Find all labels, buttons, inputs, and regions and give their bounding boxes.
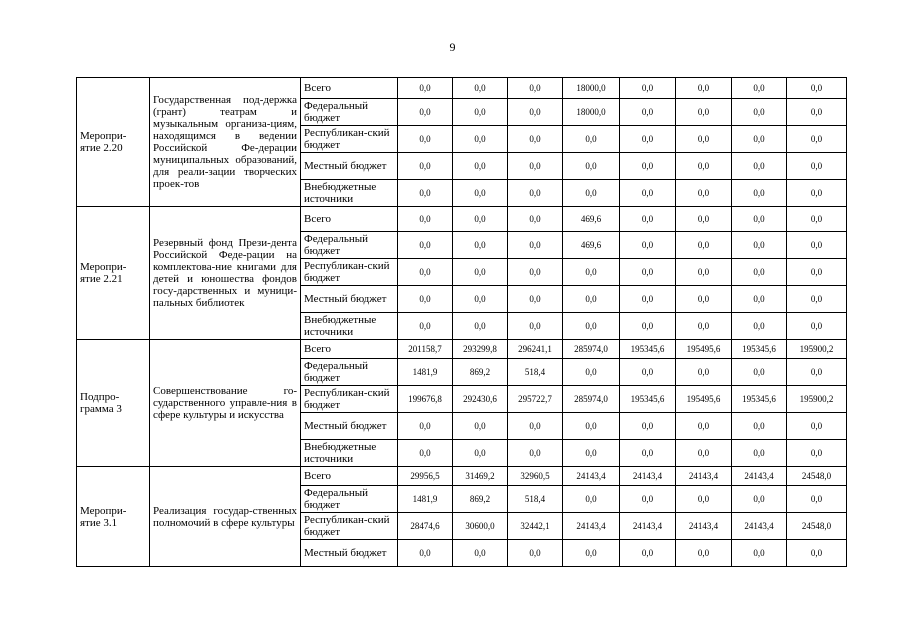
value-cell: 0,0 bbox=[732, 99, 787, 126]
funding-source: Республикан-ский бюджет bbox=[301, 386, 398, 413]
value-cell: 285974,0 bbox=[563, 340, 620, 359]
value-cell: 0,0 bbox=[398, 207, 453, 232]
value-cell: 195900,2 bbox=[787, 340, 847, 359]
value-cell: 0,0 bbox=[563, 180, 620, 207]
value-cell: 0,0 bbox=[787, 286, 847, 313]
value-cell: 0,0 bbox=[453, 540, 508, 567]
value-cell: 0,0 bbox=[398, 313, 453, 340]
value-cell: 24143,4 bbox=[732, 467, 787, 486]
value-cell: 0,0 bbox=[508, 207, 563, 232]
funding-source: Внебюджетные источники bbox=[301, 180, 398, 207]
value-cell: 0,0 bbox=[787, 207, 847, 232]
value-cell: 292430,6 bbox=[453, 386, 508, 413]
value-cell: 0,0 bbox=[620, 126, 676, 153]
value-cell: 0,0 bbox=[508, 413, 563, 440]
value-cell: 0,0 bbox=[398, 180, 453, 207]
value-cell: 28474,6 bbox=[398, 513, 453, 540]
value-cell: 195345,6 bbox=[732, 340, 787, 359]
value-cell: 0,0 bbox=[732, 153, 787, 180]
value-cell: 0,0 bbox=[398, 232, 453, 259]
value-cell: 0,0 bbox=[732, 359, 787, 386]
value-cell: 0,0 bbox=[787, 153, 847, 180]
value-cell: 0,0 bbox=[787, 78, 847, 99]
page-number: 9 bbox=[449, 40, 456, 54]
value-cell: 0,0 bbox=[563, 259, 620, 286]
value-cell: 0,0 bbox=[453, 126, 508, 153]
value-cell: 469,6 bbox=[563, 232, 620, 259]
value-cell: 201158,7 bbox=[398, 340, 453, 359]
funding-source: Республикан-ский бюджет bbox=[301, 513, 398, 540]
value-cell: 1481,9 bbox=[398, 359, 453, 386]
value-cell: 0,0 bbox=[453, 313, 508, 340]
value-cell: 0,0 bbox=[676, 313, 732, 340]
value-cell: 0,0 bbox=[787, 486, 847, 513]
value-cell: 24143,4 bbox=[676, 467, 732, 486]
value-cell: 0,0 bbox=[620, 413, 676, 440]
section-code: Меропри-ятие 3.1 bbox=[77, 467, 150, 567]
value-cell: 24143,4 bbox=[563, 513, 620, 540]
section-description: Резервный фонд Прези-дента Российской Феде-рации на комплектова-ние книгами для детей и юношества фондов госу-дарственных и муници-пальных библиотек bbox=[150, 207, 301, 340]
value-cell: 24548,0 bbox=[787, 513, 847, 540]
value-cell: 0,0 bbox=[620, 286, 676, 313]
value-cell: 29956,5 bbox=[398, 467, 453, 486]
value-cell: 0,0 bbox=[620, 259, 676, 286]
section-description: Государственная под-держка (грант) театрам и музыкальным организа-циям, находящимся в ведении Российской Фе-дерации муниципальных образований, для реали-зации творческих проек-тов bbox=[150, 78, 301, 207]
value-cell: 24548,0 bbox=[787, 467, 847, 486]
value-cell: 0,0 bbox=[787, 313, 847, 340]
value-cell: 0,0 bbox=[732, 78, 787, 99]
table-row bbox=[77, 78, 847, 99]
section-description: Совершенствование го-сударственного управле-ния в сфере культуры и искусства bbox=[150, 340, 301, 467]
value-cell: 0,0 bbox=[620, 180, 676, 207]
value-cell: 0,0 bbox=[453, 78, 508, 99]
value-cell: 0,0 bbox=[508, 153, 563, 180]
value-cell: 1481,9 bbox=[398, 486, 453, 513]
value-cell: 195900,2 bbox=[787, 386, 847, 413]
funding-source: Республикан-ский бюджет bbox=[301, 126, 398, 153]
value-cell: 0,0 bbox=[508, 540, 563, 567]
value-cell: 0,0 bbox=[732, 207, 787, 232]
funding-source: Местный бюджет bbox=[301, 153, 398, 180]
value-cell: 0,0 bbox=[732, 126, 787, 153]
value-cell: 0,0 bbox=[732, 540, 787, 567]
value-cell: 0,0 bbox=[453, 207, 508, 232]
funding-source: Федеральный бюджет bbox=[301, 99, 398, 126]
value-cell: 0,0 bbox=[676, 259, 732, 286]
value-cell: 869,2 bbox=[453, 359, 508, 386]
value-cell: 0,0 bbox=[563, 313, 620, 340]
value-cell: 24143,4 bbox=[676, 513, 732, 540]
value-cell: 0,0 bbox=[787, 359, 847, 386]
value-cell: 0,0 bbox=[620, 440, 676, 467]
value-cell: 0,0 bbox=[787, 232, 847, 259]
value-cell: 0,0 bbox=[732, 180, 787, 207]
value-cell: 0,0 bbox=[732, 413, 787, 440]
value-cell: 0,0 bbox=[676, 440, 732, 467]
value-cell: 0,0 bbox=[787, 413, 847, 440]
value-cell: 0,0 bbox=[453, 232, 508, 259]
value-cell: 0,0 bbox=[398, 440, 453, 467]
value-cell: 295722,7 bbox=[508, 386, 563, 413]
funding-source: Внебюджетные источники bbox=[301, 440, 398, 467]
value-cell: 0,0 bbox=[398, 78, 453, 99]
value-cell: 0,0 bbox=[620, 153, 676, 180]
value-cell: 0,0 bbox=[453, 153, 508, 180]
value-cell: 0,0 bbox=[508, 78, 563, 99]
funding-source: Местный бюджет bbox=[301, 540, 398, 567]
value-cell: 32960,5 bbox=[508, 467, 563, 486]
value-cell: 0,0 bbox=[620, 78, 676, 99]
funding-source: Федеральный бюджет bbox=[301, 232, 398, 259]
value-cell: 0,0 bbox=[787, 259, 847, 286]
funding-source: Внебюджетные источники bbox=[301, 313, 398, 340]
table-row bbox=[77, 467, 847, 486]
table-row bbox=[77, 207, 847, 232]
value-cell: 0,0 bbox=[732, 286, 787, 313]
value-cell: 0,0 bbox=[676, 153, 732, 180]
value-cell: 0,0 bbox=[732, 232, 787, 259]
value-cell: 0,0 bbox=[676, 486, 732, 513]
value-cell: 0,0 bbox=[453, 286, 508, 313]
value-cell: 0,0 bbox=[676, 180, 732, 207]
value-cell: 195345,6 bbox=[620, 340, 676, 359]
value-cell: 30600,0 bbox=[453, 513, 508, 540]
value-cell: 195345,6 bbox=[620, 386, 676, 413]
funding-source: Федеральный бюджет bbox=[301, 486, 398, 513]
value-cell: 0,0 bbox=[398, 286, 453, 313]
value-cell: 32442,1 bbox=[508, 513, 563, 540]
value-cell: 0,0 bbox=[508, 126, 563, 153]
value-cell: 0,0 bbox=[620, 486, 676, 513]
value-cell: 0,0 bbox=[453, 180, 508, 207]
value-cell: 18000,0 bbox=[563, 99, 620, 126]
value-cell: 195495,6 bbox=[676, 386, 732, 413]
section-code: Подпро-грамма 3 bbox=[77, 340, 150, 467]
value-cell: 0,0 bbox=[787, 540, 847, 567]
section-code: Меропри-ятие 2.21 bbox=[77, 207, 150, 340]
value-cell: 0,0 bbox=[563, 486, 620, 513]
value-cell: 0,0 bbox=[676, 207, 732, 232]
section-code: Меропри-ятие 2.20 bbox=[77, 78, 150, 207]
table-row bbox=[77, 340, 847, 359]
value-cell: 199676,8 bbox=[398, 386, 453, 413]
value-cell: 0,0 bbox=[676, 540, 732, 567]
funding-source: Всего bbox=[301, 207, 398, 232]
value-cell: 469,6 bbox=[563, 207, 620, 232]
value-cell: 0,0 bbox=[398, 540, 453, 567]
value-cell: 0,0 bbox=[398, 413, 453, 440]
value-cell: 0,0 bbox=[620, 540, 676, 567]
value-cell: 0,0 bbox=[563, 126, 620, 153]
value-cell: 0,0 bbox=[563, 440, 620, 467]
value-cell: 0,0 bbox=[676, 286, 732, 313]
value-cell: 31469,2 bbox=[453, 467, 508, 486]
value-cell: 0,0 bbox=[620, 99, 676, 126]
value-cell: 293299,8 bbox=[453, 340, 508, 359]
value-cell: 0,0 bbox=[453, 413, 508, 440]
value-cell: 0,0 bbox=[787, 180, 847, 207]
value-cell: 0,0 bbox=[508, 286, 563, 313]
value-cell: 18000,0 bbox=[563, 78, 620, 99]
value-cell: 0,0 bbox=[563, 413, 620, 440]
value-cell: 869,2 bbox=[453, 486, 508, 513]
section-description: Реализация государ-ственных полномочий в сфере культуры bbox=[150, 467, 301, 567]
value-cell: 285974,0 bbox=[563, 386, 620, 413]
value-cell: 0,0 bbox=[676, 78, 732, 99]
value-cell: 0,0 bbox=[563, 286, 620, 313]
funding-source: Местный бюджет bbox=[301, 413, 398, 440]
value-cell: 24143,4 bbox=[620, 467, 676, 486]
value-cell: 0,0 bbox=[398, 259, 453, 286]
value-cell: 0,0 bbox=[563, 359, 620, 386]
value-cell: 0,0 bbox=[453, 440, 508, 467]
value-cell: 0,0 bbox=[732, 259, 787, 286]
value-cell: 0,0 bbox=[732, 486, 787, 513]
value-cell: 0,0 bbox=[563, 540, 620, 567]
value-cell: 0,0 bbox=[787, 99, 847, 126]
value-cell: 0,0 bbox=[676, 126, 732, 153]
funding-source: Местный бюджет bbox=[301, 286, 398, 313]
value-cell: 296241,1 bbox=[508, 340, 563, 359]
value-cell: 0,0 bbox=[732, 440, 787, 467]
value-cell: 24143,4 bbox=[563, 467, 620, 486]
value-cell: 195495,6 bbox=[676, 340, 732, 359]
value-cell: 195345,6 bbox=[732, 386, 787, 413]
budget-table bbox=[76, 77, 847, 567]
value-cell: 0,0 bbox=[563, 153, 620, 180]
value-cell: 518,4 bbox=[508, 359, 563, 386]
value-cell: 0,0 bbox=[508, 99, 563, 126]
value-cell: 0,0 bbox=[508, 180, 563, 207]
value-cell: 0,0 bbox=[620, 313, 676, 340]
funding-source: Всего bbox=[301, 340, 398, 359]
value-cell: 0,0 bbox=[398, 126, 453, 153]
value-cell: 0,0 bbox=[620, 232, 676, 259]
funding-source: Федеральный бюджет bbox=[301, 359, 398, 386]
value-cell: 24143,4 bbox=[620, 513, 676, 540]
value-cell: 0,0 bbox=[453, 259, 508, 286]
funding-source: Всего bbox=[301, 78, 398, 99]
value-cell: 0,0 bbox=[508, 259, 563, 286]
value-cell: 0,0 bbox=[732, 313, 787, 340]
value-cell: 0,0 bbox=[676, 232, 732, 259]
value-cell: 0,0 bbox=[620, 207, 676, 232]
value-cell: 0,0 bbox=[620, 359, 676, 386]
value-cell: 0,0 bbox=[398, 99, 453, 126]
value-cell: 0,0 bbox=[676, 359, 732, 386]
budget-table-body bbox=[77, 78, 847, 567]
value-cell: 0,0 bbox=[676, 413, 732, 440]
value-cell: 0,0 bbox=[787, 126, 847, 153]
value-cell: 24143,4 bbox=[732, 513, 787, 540]
value-cell: 0,0 bbox=[508, 313, 563, 340]
funding-source: Республикан-ский бюджет bbox=[301, 259, 398, 286]
funding-source: Всего bbox=[301, 467, 398, 486]
value-cell: 518,4 bbox=[508, 486, 563, 513]
value-cell: 0,0 bbox=[676, 99, 732, 126]
value-cell: 0,0 bbox=[508, 440, 563, 467]
value-cell: 0,0 bbox=[453, 99, 508, 126]
value-cell: 0,0 bbox=[508, 232, 563, 259]
value-cell: 0,0 bbox=[398, 153, 453, 180]
value-cell: 0,0 bbox=[787, 440, 847, 467]
